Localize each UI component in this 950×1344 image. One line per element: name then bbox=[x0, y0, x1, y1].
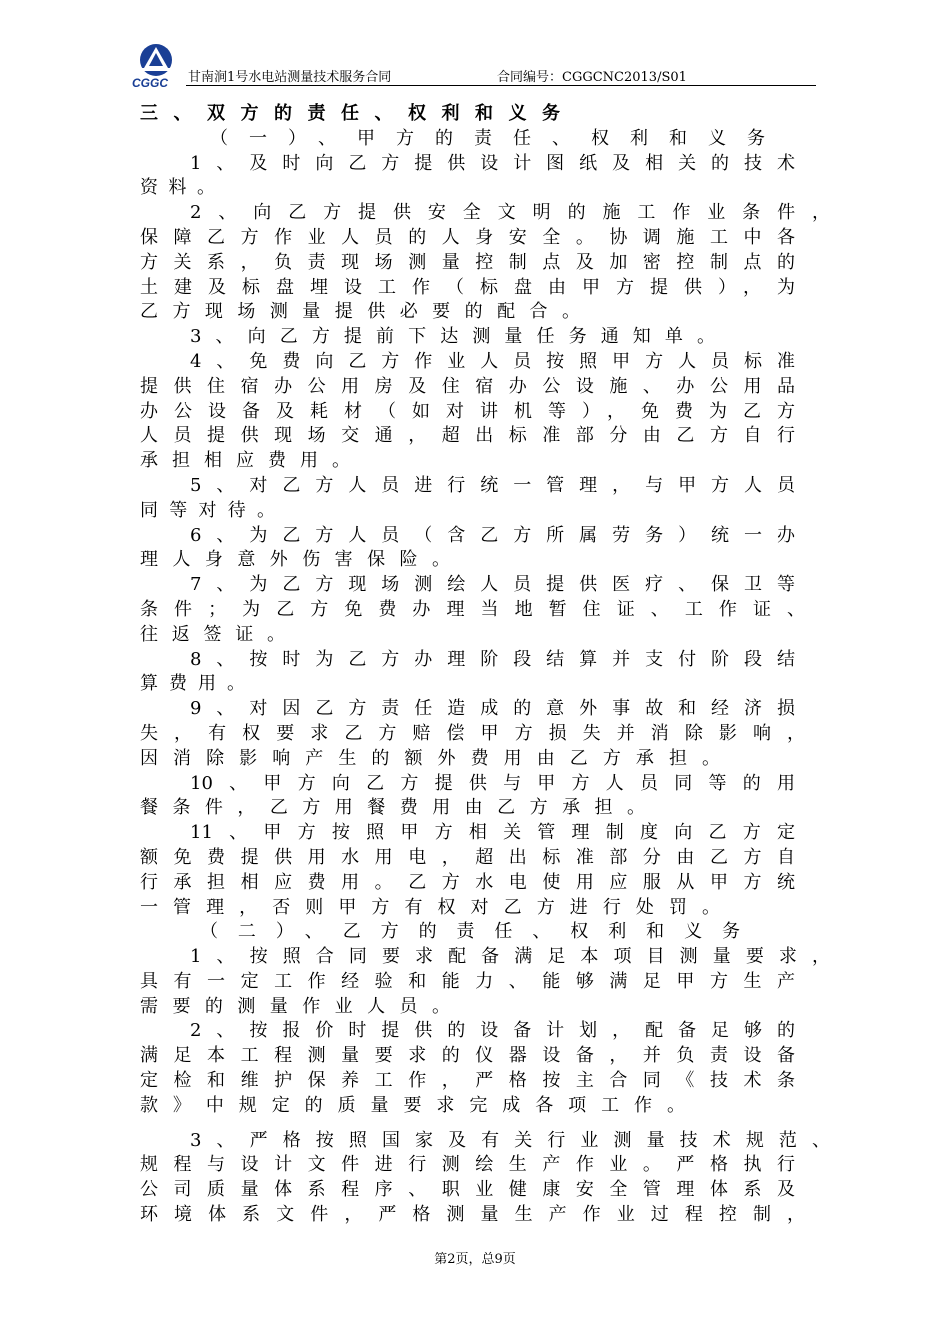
text-line-content: 承担相应费用。 bbox=[140, 450, 350, 472]
text-line-content: 算费用。 bbox=[140, 673, 245, 695]
text-line-content: 具有一定工作经验和能力、能够满足甲方生产 bbox=[140, 970, 795, 992]
text-line-content: 4、免费向乙方作业人员按照甲方人员标准 bbox=[190, 350, 795, 372]
text-line bbox=[140, 499, 830, 524]
text-line-content: 餐条件，乙方用餐费用由乙方承担。 bbox=[140, 797, 645, 819]
text-line-content: 理人身意外伤害保险。 bbox=[140, 549, 450, 571]
text-line bbox=[140, 375, 830, 400]
text-line bbox=[140, 1044, 830, 1069]
text-line bbox=[140, 623, 830, 648]
text-line bbox=[140, 697, 830, 722]
text-line bbox=[140, 449, 830, 474]
text-line-content: 满足本工程测量要求的仪器设备，并负责设备 bbox=[140, 1045, 795, 1067]
text-line bbox=[140, 871, 830, 896]
text-line-content: 土建及标盘埋设工作（标盘由甲方提供），为 bbox=[140, 276, 795, 298]
text-line bbox=[140, 648, 830, 673]
text-line-content: 1、及时向乙方提供设计图纸及相关的技术 bbox=[190, 152, 795, 174]
text-line-content: 2、按报价时提供的设备计划，配备足够的 bbox=[190, 1020, 795, 1042]
text-line-content: 10、甲方向乙方提供与甲方人员同等的用 bbox=[190, 772, 795, 794]
text-line-content: 资料。 bbox=[140, 177, 215, 199]
page-footer: 第2页，总9页 bbox=[434, 1252, 516, 1267]
text-line bbox=[140, 573, 830, 598]
text-line bbox=[140, 300, 830, 325]
section-title-text: 三、双方的责任、权利和义务 bbox=[140, 103, 560, 124]
text-line-content: 规程与设计文件进行测绘生产作业。严格执行 bbox=[140, 1154, 795, 1176]
document-body bbox=[140, 102, 830, 1228]
text-line bbox=[140, 350, 830, 375]
text-line-content: 保障乙方作业人员的人身安全。协调施工中各 bbox=[140, 226, 795, 248]
section-title bbox=[140, 102, 830, 127]
text-line bbox=[140, 1178, 830, 1203]
text-line bbox=[140, 896, 830, 921]
text-line bbox=[140, 598, 830, 623]
text-line bbox=[140, 846, 830, 871]
text-line bbox=[140, 672, 830, 697]
text-line-content: 1、按照合同要求配备满足本项目测量要求， bbox=[190, 946, 830, 968]
text-line-content: 2、向乙方提供安全文明的施工作业条件， bbox=[190, 202, 830, 224]
text-line-content: 条件；为乙方免费办理当地暂住证、工作证、 bbox=[140, 598, 805, 620]
text-line-content: 方关系，负责现场测量控制点及加密控制点的 bbox=[140, 251, 795, 273]
text-line bbox=[140, 1129, 830, 1154]
paragraph-gap bbox=[140, 1119, 830, 1129]
text-line-content: 乙方现场测量提供必要的配合。 bbox=[140, 301, 580, 323]
paragraph-lines bbox=[140, 127, 830, 1228]
header-divider bbox=[186, 85, 816, 86]
text-line bbox=[140, 474, 830, 499]
text-line-content: （一）、甲方的责任、权利和义务 bbox=[210, 127, 765, 149]
text-line-content: 9、对因乙方责任造成的意外事故和经济损 bbox=[190, 698, 795, 720]
text-line-content: 3、向乙方提前下达测量任务通知单。 bbox=[190, 326, 715, 348]
text-line-content: 额免费提供用水用电，超出标准部分由乙方自 bbox=[140, 846, 795, 868]
text-line bbox=[140, 1069, 830, 1094]
text-line bbox=[140, 226, 830, 251]
text-line-content: 款》中规定的质量要求完成各项工作。 bbox=[140, 1094, 685, 1116]
text-line bbox=[140, 201, 830, 226]
text-line bbox=[140, 1019, 830, 1044]
text-line-content: 因消除影响产生的额外费用由乙方承担。 bbox=[140, 747, 720, 769]
text-line-content: 提供住宿办公用房及住宿办公设施、办公用品 bbox=[140, 375, 795, 397]
text-line bbox=[140, 276, 830, 301]
text-line bbox=[140, 722, 830, 747]
text-line-content: 行承担相应费用。乙方水电使用应服从甲方统 bbox=[140, 871, 795, 893]
text-line-content: 7、为乙方现场测绘人员提供医疗、保卫等 bbox=[190, 574, 795, 596]
text-line-content: 人员提供现场交通，超出标准部分由乙方自行 bbox=[140, 425, 795, 447]
header-title: 甘南涧1号水电站测量技术服务合同 bbox=[188, 70, 392, 85]
text-line bbox=[140, 995, 830, 1020]
text-line-content: 往返签证。 bbox=[140, 623, 285, 645]
text-line-content: 办公设备及耗材（如对讲机等），免费为乙方 bbox=[140, 400, 795, 422]
text-line-content: 定检和维护保养工作，严格按主合同《技术条 bbox=[140, 1070, 795, 1092]
text-line-content: 8、按时为乙方办理阶段结算并支付阶段结 bbox=[190, 648, 795, 670]
text-line-content: 11、甲方按照甲方相关管理制度向乙方定 bbox=[190, 822, 795, 844]
text-line bbox=[140, 152, 830, 177]
text-line bbox=[140, 424, 830, 449]
text-line bbox=[140, 772, 830, 797]
text-line-content: 同等对待。 bbox=[140, 499, 275, 521]
logo-text: CGGC bbox=[132, 76, 168, 90]
text-line bbox=[140, 548, 830, 573]
text-line-content: 一管理，否则甲方有权对乙方进行处罚。 bbox=[140, 896, 720, 918]
contract-number: 合同编号：CGGCNC2013/S01 bbox=[497, 70, 687, 85]
text-line-content: 公司质量体系程序、职业健康安全管理体系及 bbox=[140, 1179, 795, 1201]
text-line bbox=[140, 920, 830, 945]
text-line bbox=[140, 1153, 830, 1178]
text-line bbox=[140, 1094, 830, 1119]
text-line-content: 环境体系文件，严格测量生产作业过程控制， bbox=[140, 1204, 805, 1226]
text-line-content: 失，有权要求乙方赔偿甲方损失并消除影响， bbox=[140, 722, 805, 744]
text-line bbox=[140, 747, 830, 772]
text-line bbox=[140, 945, 830, 970]
text-line bbox=[140, 524, 830, 549]
text-line bbox=[140, 821, 830, 846]
text-line bbox=[140, 176, 830, 201]
text-line-content: （二）、乙方的责任、权利和义务 bbox=[200, 921, 740, 943]
text-line bbox=[140, 251, 830, 276]
text-line bbox=[140, 325, 830, 350]
text-line bbox=[140, 400, 830, 425]
text-line bbox=[140, 1203, 830, 1228]
cggc-logo bbox=[130, 38, 192, 90]
text-line-content: 需要的测量作业人员。 bbox=[140, 995, 450, 1017]
text-line bbox=[140, 970, 830, 995]
text-line bbox=[140, 127, 830, 152]
text-line-content: 3、严格按照国家及有关行业测量技术规范、 bbox=[190, 1129, 830, 1151]
text-line-content: 6、为乙方人员（含乙方所属劳务）统一办 bbox=[190, 524, 795, 546]
text-line bbox=[140, 796, 830, 821]
text-line-content: 5、对乙方人员进行统一管理，与甲方人员 bbox=[190, 474, 795, 496]
